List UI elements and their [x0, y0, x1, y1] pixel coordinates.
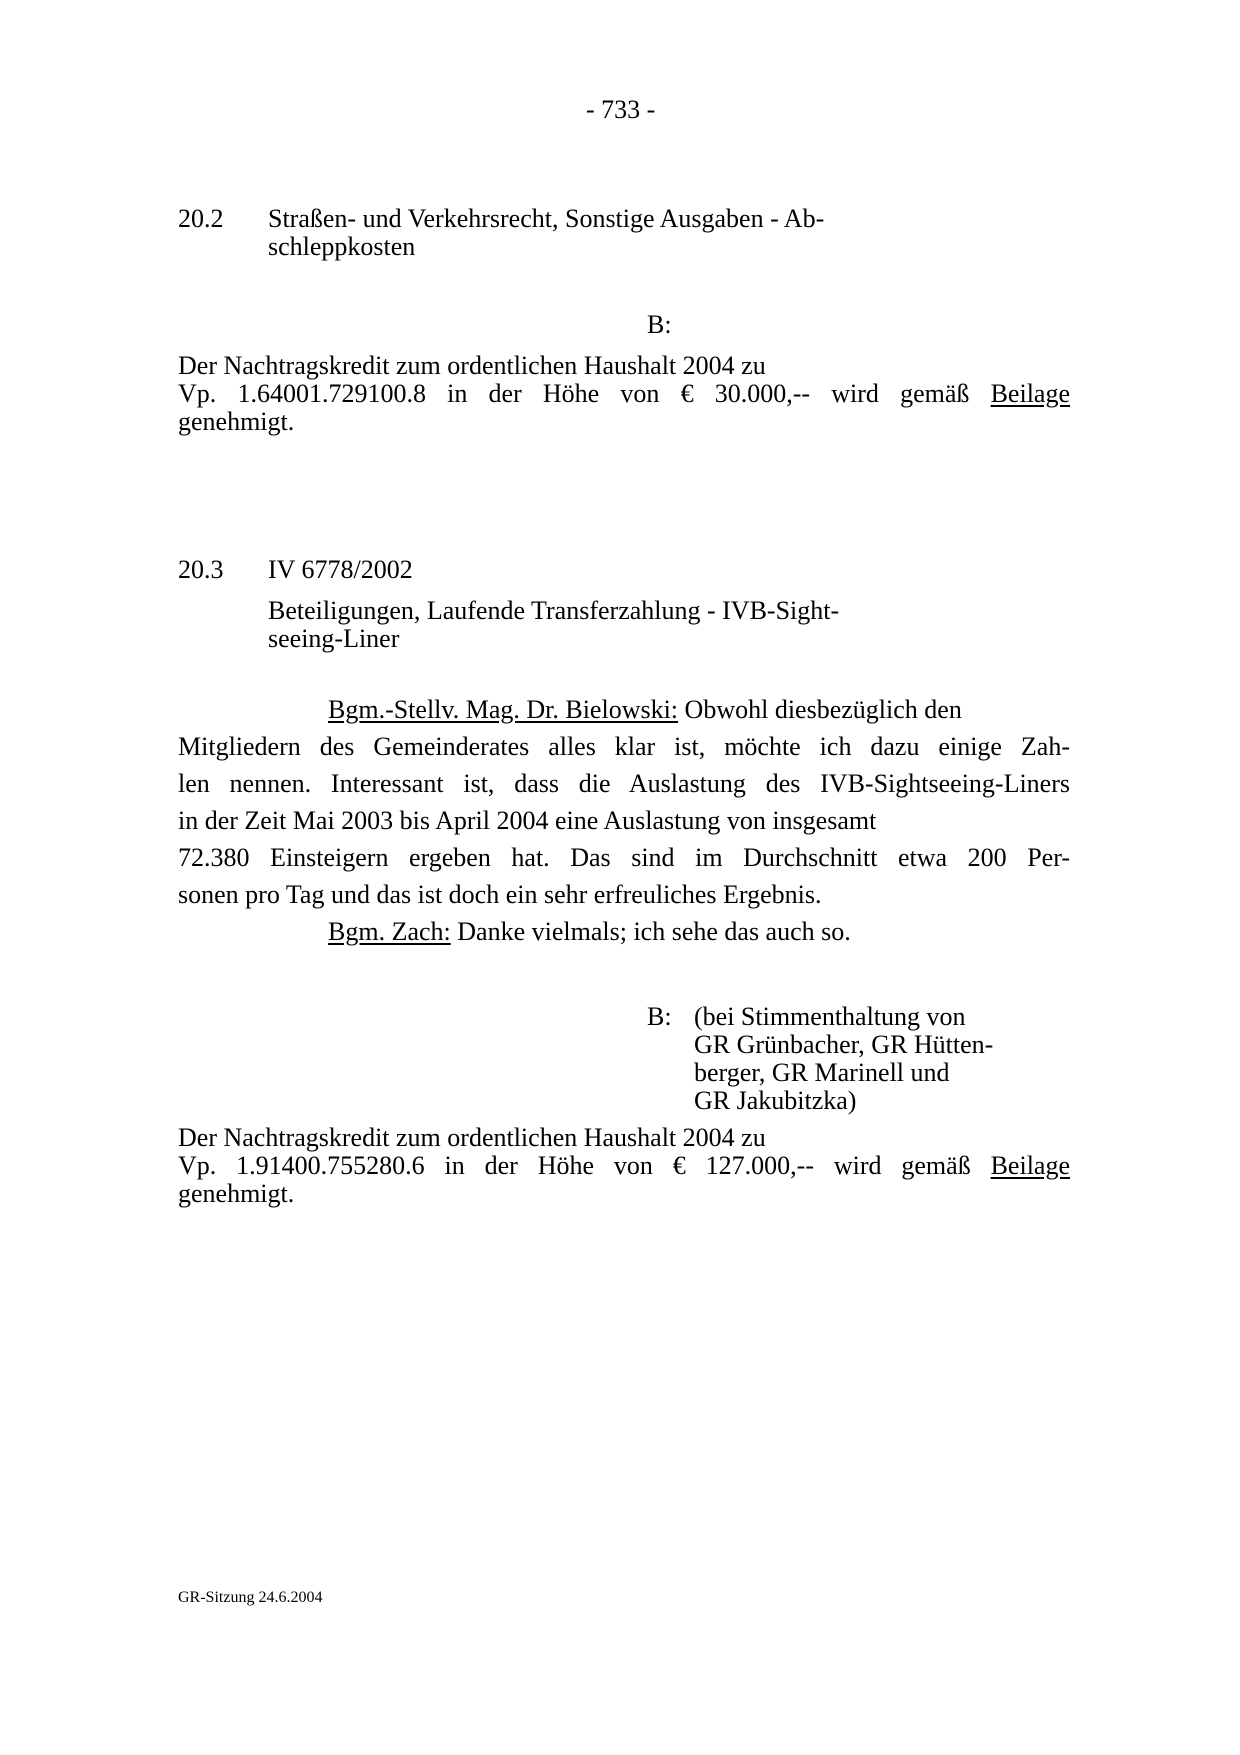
speaker-name: Bgm.-Stellv. Mag. Dr. Bielowski: [328, 695, 679, 724]
section-title-line: Straßen- und Verkehrsrecht, Sonstige Ausgaben - Ab- [268, 204, 825, 233]
abstention-line: (bei Stimmenthaltung von [694, 1002, 966, 1031]
section-number: 20.3 [178, 555, 224, 584]
decision-text-line: Der Nachtragskredit zum ordentlichen Haushalt 2004 zu [178, 1123, 766, 1152]
page-number: - 733 - [586, 95, 656, 124]
decision-text: Vp. 1.64001.729100.8 in der Höhe von € 30.000,-- wird gemäß [178, 379, 970, 408]
speech-line: 72.380 Einsteigern ergeben hat. Das sind im Durchschnitt etwa 200 Per- [178, 843, 1070, 872]
beilage-link[interactable]: Beilage [990, 1151, 1071, 1180]
decision-text-line: Der Nachtragskredit zum ordentlichen Haushalt 2004 zu [178, 351, 766, 380]
decision-text-line: genehmigt. [178, 1179, 295, 1208]
speech-line: sonen pro Tag und das ist doch ein sehr erfreuliches Ergebnis. [178, 880, 822, 909]
decision-text-line [178, 1152, 1070, 1180]
section-title-line: seeing-Liner [268, 624, 400, 653]
decision-text-line [178, 380, 1070, 408]
decision-text-line: genehmigt. [178, 407, 295, 436]
abstention-line: berger, GR Marinell und [694, 1058, 950, 1087]
decision-text: Vp. 1.91400.755280.6 in der Höhe von € 127.000,-- wird gemäß [178, 1151, 971, 1180]
abstention-line: GR Grünbacher, GR Hütten- [694, 1030, 994, 1059]
speech-line: Mitgliedern des Gemeinderates alles klar ist, möchte ich dazu einige Zah- [178, 732, 1070, 761]
speech-line: in der Zeit Mai 2003 bis April 2004 eine Auslastung von insgesamt [178, 806, 877, 835]
speech-line: len nennen. Interessant ist, dass die Auslastung des IVB-Sightseeing-Liners [178, 769, 1070, 798]
speech-line [328, 692, 962, 728]
speech-text: Danke vielmals; ich sehe das auch so. [450, 917, 851, 946]
footer-text: GR-Sitzung 24.6.2004 [178, 1589, 323, 1606]
section-number: 20.2 [178, 204, 224, 233]
speaker-name: Bgm. Zach: [328, 917, 451, 946]
speech-zach [328, 914, 851, 950]
decision-label: B: [647, 310, 672, 339]
beilage-link[interactable]: Beilage [990, 379, 1071, 408]
abstention-line: GR Jakubitzka) [694, 1086, 857, 1115]
section-title-line: schleppkosten [268, 232, 416, 261]
reference-number: IV 6778/2002 [268, 555, 413, 584]
speech-text: Obwohl diesbezüglich den [678, 695, 962, 724]
section-title-line: Beteiligungen, Laufende Transferzahlung - IVB-Sight- [268, 596, 840, 625]
decision-label: B: [647, 1002, 672, 1031]
